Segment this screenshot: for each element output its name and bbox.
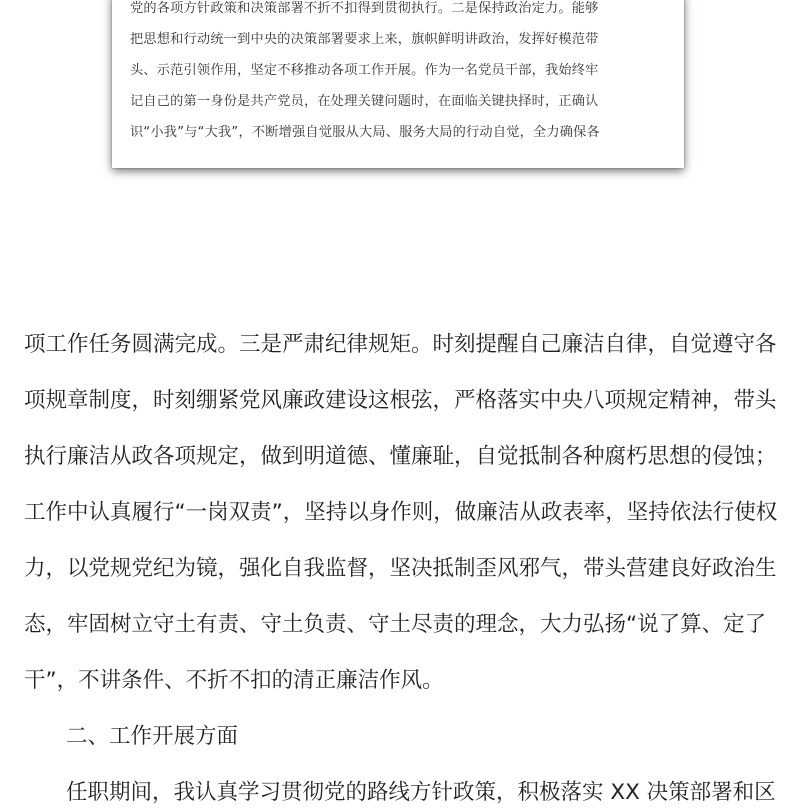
card-text-line: 识“小我”与“大我”，不断增强自觉服从大局、服务大局的行动自觉，全力确保各	[130, 125, 600, 140]
card-text-line: 头、示范引领作用，坚定不移推动各项工作开展。作为一名党员干部，我始终牢	[130, 63, 599, 78]
body-text-line: 执行廉洁从政各项规定，做到明道德、懂廉耻，自觉抵制各种腐朽思想的侵蚀；	[24, 444, 777, 469]
body-text-line: 项工作任务圆满完成。三是严肃纪律规矩。时刻提醒自己廉洁自律，自觉遵守各	[24, 332, 777, 357]
card-text-line: 记自己的第一身份是共产党员，在处理关键问题时，在面临关键抉择时，正确认	[130, 94, 599, 109]
body-text-line: 工作中认真履行“一岗双责”，坚持以身作则，做廉洁从政表率，坚持依法行使权	[24, 500, 778, 525]
section-heading: 二、工作开展方面	[66, 724, 239, 749]
body-text-line: 态，牢固树立守土有责、守土负责、守土尽责的理念，大力弘扬“说了算、定了	[24, 612, 767, 637]
card-text-line: 党的各项方针政策和决策部署不折不扣得到贯彻执行。二是保持政治定力。能够	[130, 1, 599, 16]
body-text-line: 项规章制度，时刻绷紧党风廉政建设这根弦，严格落实中央八项规定精神，带头	[24, 388, 777, 413]
body-text-line: 干”，不讲条件、不折不扣的清正廉洁作风。	[24, 668, 444, 693]
body-text-line: 任职期间，我认真学习贯彻党的路线方针政策，积极落实 XX 决策部署和区	[66, 780, 776, 805]
body-text-line: 力，以党规党纪为镜，强化自我监督，坚决抵制歪风邪气，带头营建良好政治生	[24, 556, 777, 581]
document-preview-card	[112, 0, 684, 168]
card-text-line: 把思想和行动统一到中央的决策部署要求上来，旗帜鲜明讲政治，发挥好模范带	[130, 32, 599, 47]
